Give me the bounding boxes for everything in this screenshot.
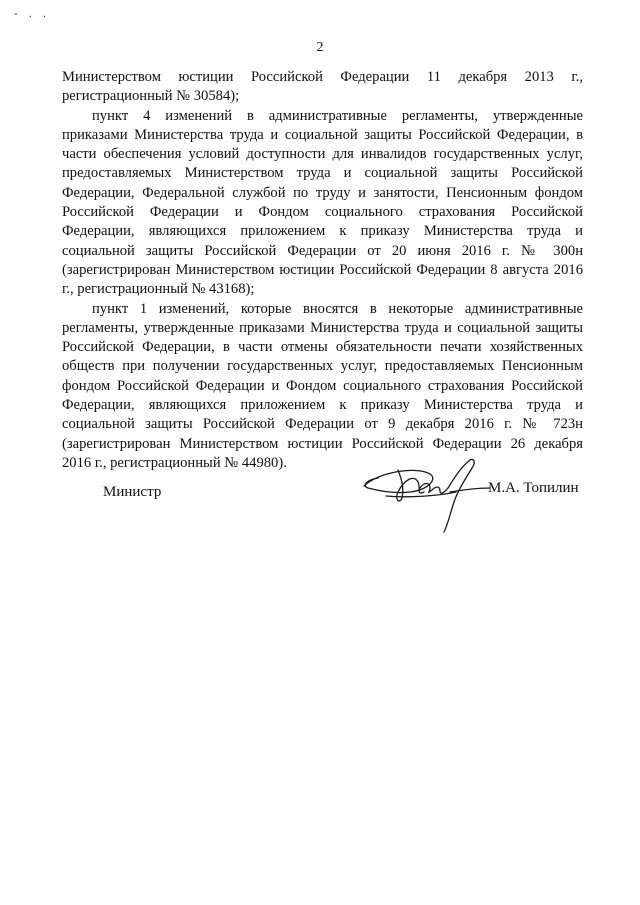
corner-marks: - . . (14, 8, 50, 20)
document-body (62, 68, 583, 473)
page-number: 2 (316, 40, 324, 55)
paragraph-continuation: Министерством юстиции Российской Федерации 11 декабря 2013 г., регистрационный № 30584); (62, 69, 583, 105)
paragraph-item-4: пункт 4 изменений в административные регламенты, утвержденные приказами Министерства труда и социальной защиты Российской Федерации, в части обеспечения условий доступности для инвалидов государственных услуг, предоставляемых Министерством труда и социальной защиты Российской Федерации, Федеральной службой по труду и занятости, Пенсионным фондом Российской Федерации и Фондом социального страхования Российской Федерации, являющихся приложением к приказу Министерства труда и социальной защиты Российской Федерации от 20 июня 2016 г. № 300н (зарегистрирован Министерством юстиции Российской Федерации 8 августа 2016 г., регистрационный № 43168); (62, 107, 583, 298)
signatory-name: М.А. Топилин (488, 480, 579, 496)
handwritten-signature (358, 452, 498, 536)
signatory-title: Министр (103, 484, 162, 500)
paragraph-item-1: пункт 1 изменений, которые вносятся в некоторые административные регламенты, утвержденные приказами Министерства труда и социальной защиты Российской Федерации, в части отмены обязательности печати хозяйственных обществ при получении государственных услуг, предоставляемых Пенсионным фондом Российской Федерации и Фондом социального страхования Российской Федерации, являющихся приложением к приказу Министерства труда и социальной защиты Российской Федерации от 9 декабря 2016 г. № 723н (зарегистрирован Министерством юстиции Российской Федерации 26 декабря 2016 г., регистрационный № 44980). (62, 300, 583, 471)
